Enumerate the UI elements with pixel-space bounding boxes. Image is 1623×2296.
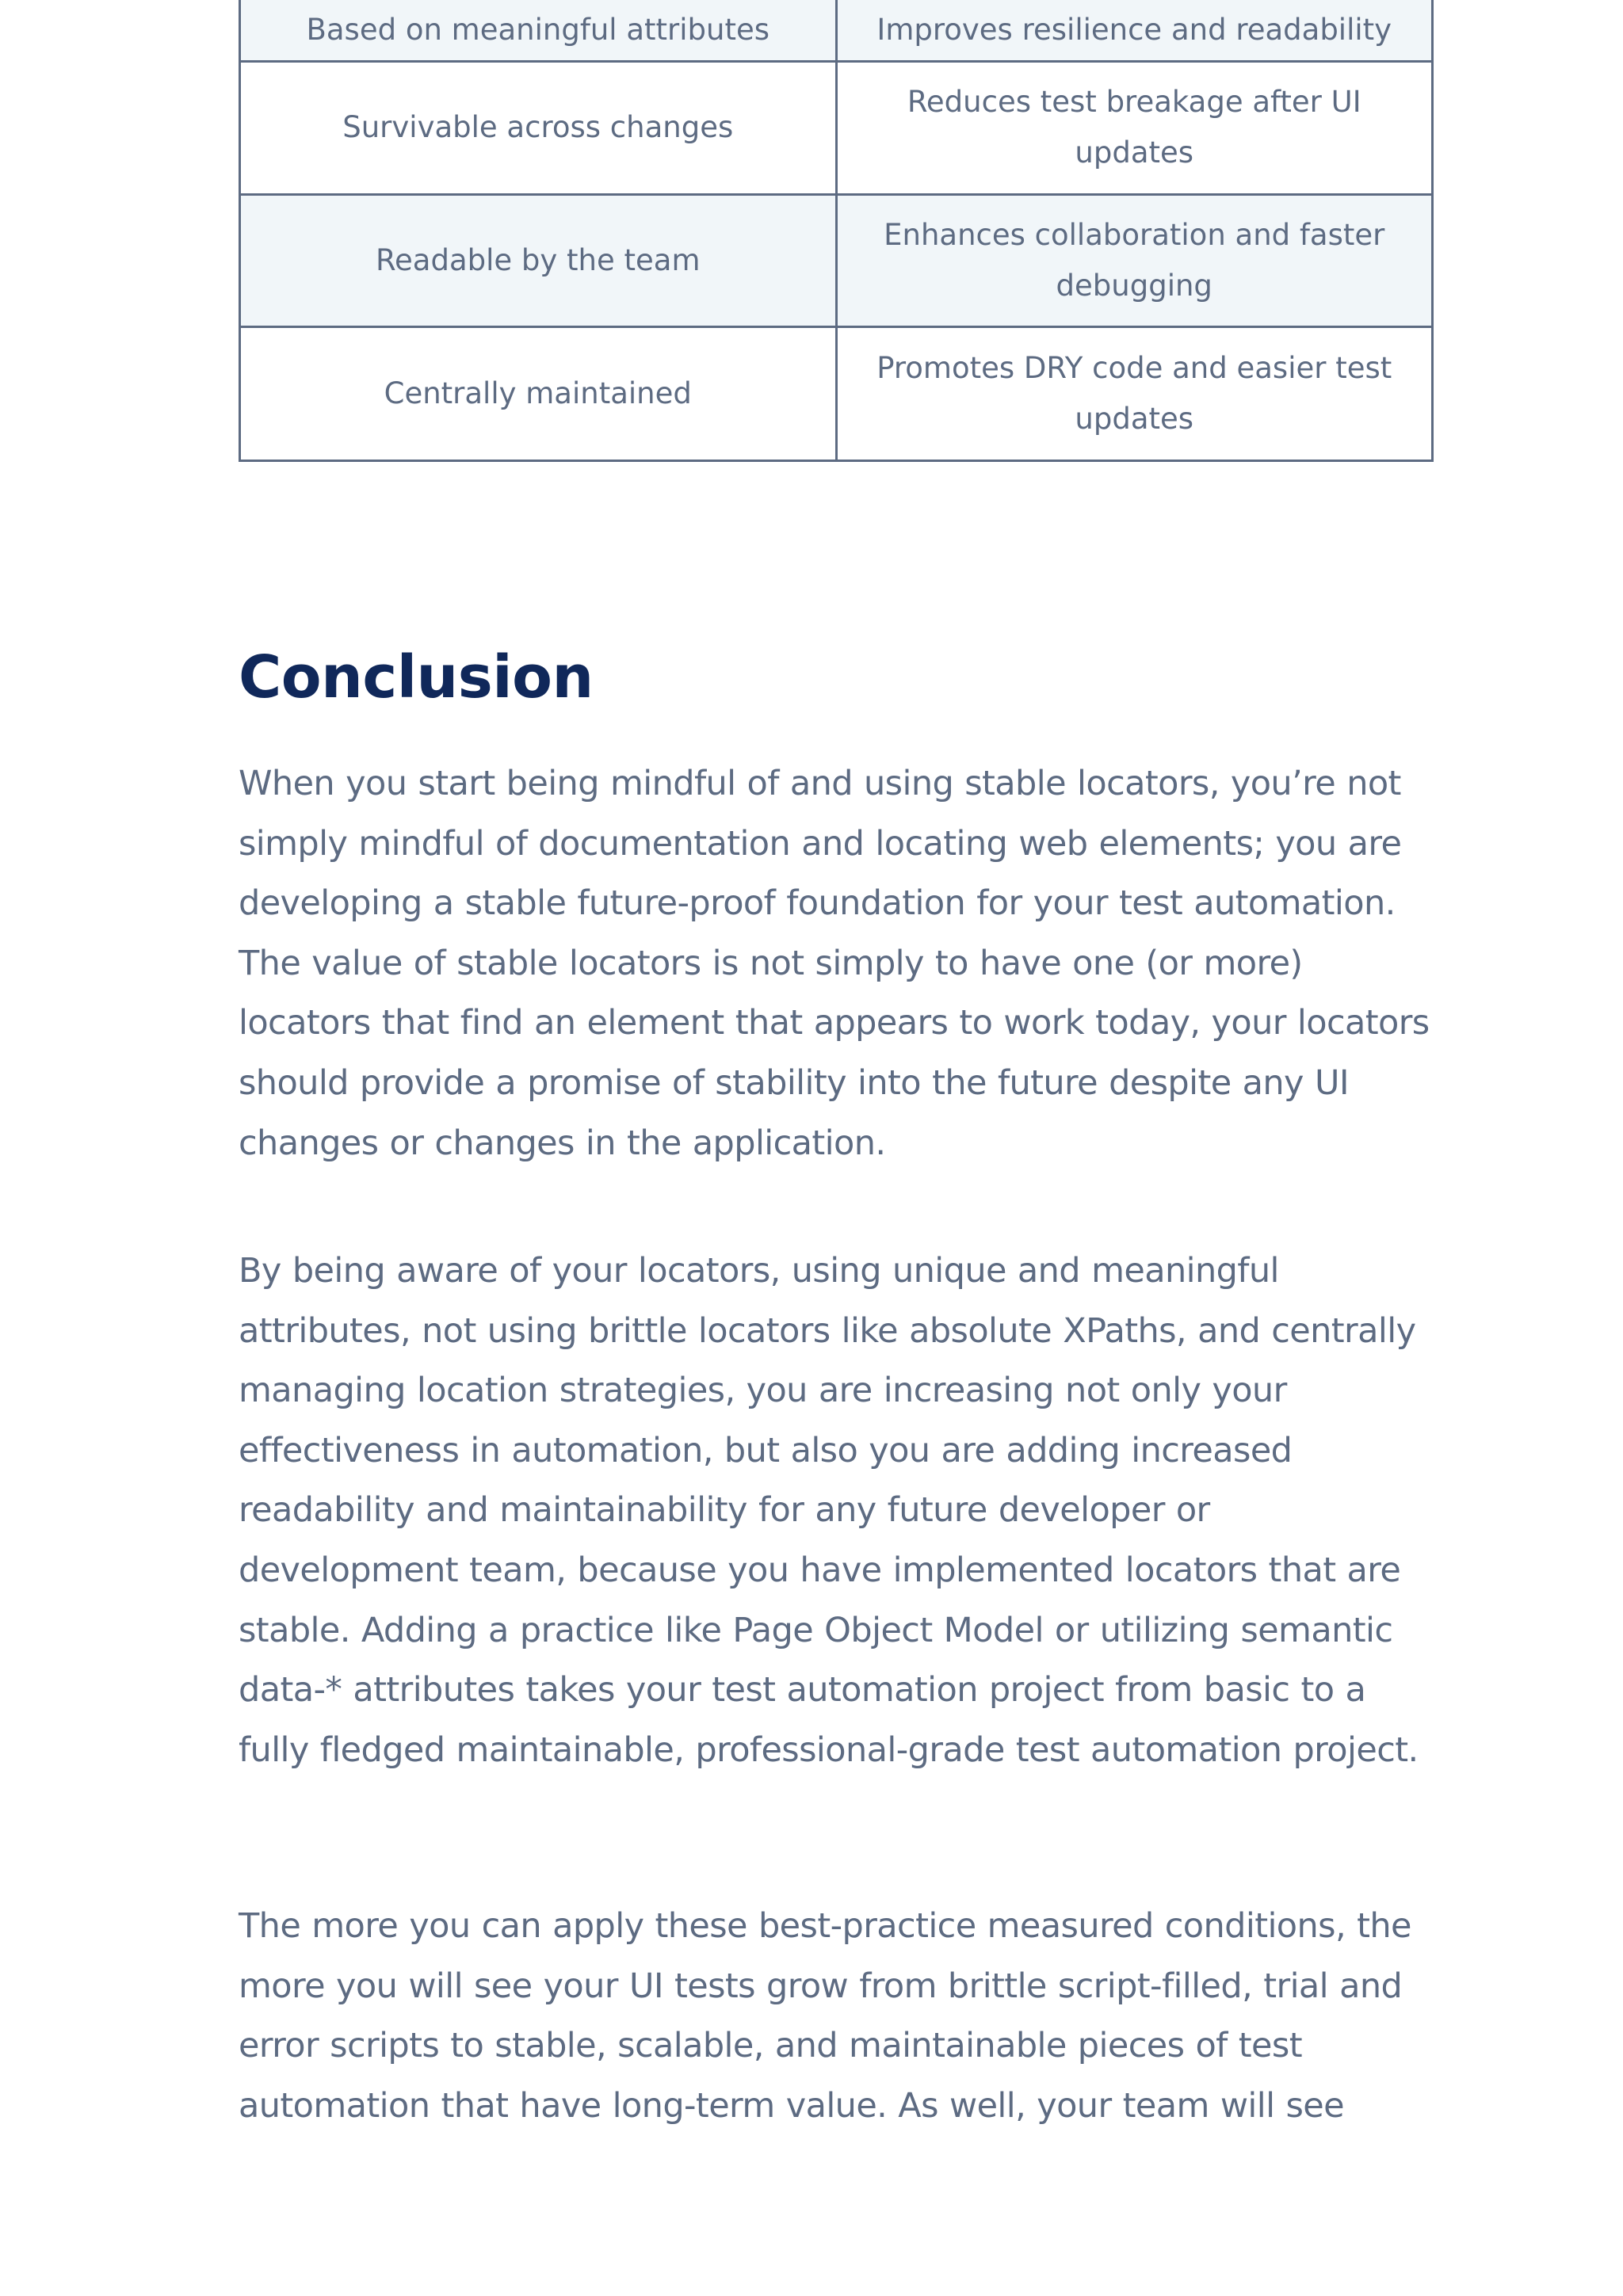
locator-benefits-table: [239, 0, 1434, 462]
table-row: [240, 61, 1433, 194]
table-cell-feature: Survivable across changes: [240, 61, 837, 194]
conclusion-paragraph: By being aware of your locators, using unique and meaningful attributes, not using brittle locators like absolute XPaths, and centrally managing location strategies, you are increasing not only your effectiveness in automation, but also you are adding increased readability and maintainability for any future developer or development team, because you have implemented locators that are stable. Adding a practice like Page Object Model or utilizing semantic data-* attributes takes your test automation project from basic to a fully fledged maintainable, professional-grade test automation project.: [239, 1251, 1419, 1770]
table-row: [240, 326, 1433, 460]
table-cell-feature: Readable by the team: [240, 194, 837, 326]
table-row: [240, 0, 1433, 61]
article-content: [239, 0, 1434, 2126]
table-cell-benefit: Enhances collaboration and faster debugging: [836, 194, 1433, 326]
table-cell-benefit: Promotes DRY code and easier test updates: [836, 326, 1433, 460]
table-cell-benefit: Improves resilience and readability: [836, 0, 1433, 61]
table-cell-benefit: Reduces test breakage after UI updates: [836, 61, 1433, 194]
conclusion-paragraph: The more you can apply these best-practice measured conditions, the more you will see your UI tests grow from brittle script-filled, trial and error scripts to stable, scalable, and maintainable pieces of test automation that have long-term value. As well, your team will see: [239, 1906, 1411, 2126]
conclusion-paragraph: When you start being mindful of and using stable locators, you’re not simply mindful of documentation and locating web elements; you are developing a stable future-proof foundation for your test automation. The value of stable locators is not simply to have one (or more) locators that find an element that appears to work today, your locators should provide a promise of stability into the future despite any UI changes or changes in the application.: [239, 764, 1430, 1163]
table-row: [240, 194, 1433, 326]
table-cell-feature: Centrally maintained: [240, 326, 837, 460]
section-heading-conclusion: Conclusion: [239, 643, 594, 711]
table-cell-feature: Based on meaningful attributes: [240, 0, 837, 61]
